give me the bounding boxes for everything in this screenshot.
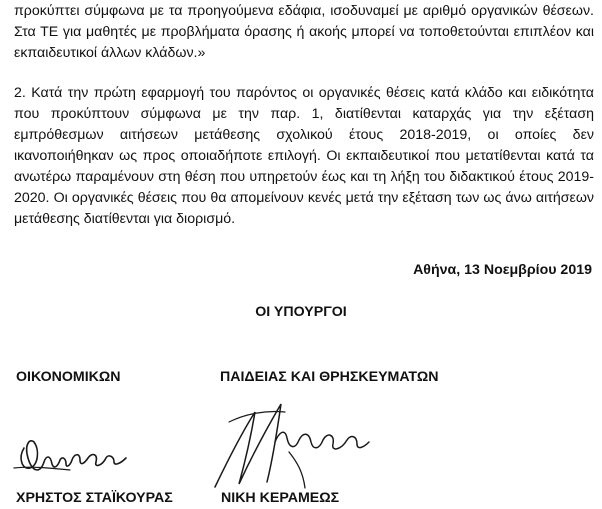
- paragraph-1: [14, 1, 594, 64]
- paragraph-line: ικανοποιήθηκαν ως προς οποιαδήποτε επιλογή. Οι εκπαιδευτικοί που μετατίθενται κατά τα: [14, 148, 594, 164]
- ministers-heading: ΟΙ ΥΠΟΥΡΓΟΙ: [255, 304, 347, 320]
- paragraph-line: 2. Κατά την πρώτη εφαρμογή του παρόντος οι οργανικές θέσεις κατά κλάδο και ειδικότητα: [14, 85, 594, 101]
- document-date: Αθήνα, 13 Νοεμβρίου 2019: [413, 262, 592, 278]
- paragraph-line: μετάθεσης διατίθενται για διορισμό.: [14, 211, 236, 227]
- paragraph-line: προκύπτει σύμφωνα με τα προηγούμενα εδάφια, ισοδυναμεί με αριθμό οργανικών θέσεων.: [14, 3, 594, 19]
- paragraph-line: εμπρόθεσμων αιτήσεων μετάθεσης σχολικού έτους 2018-2019, οι οποίες δεν: [14, 127, 594, 143]
- ministry-finance: ΟΙΚΟΝΟΜΙΚΩΝ: [16, 369, 121, 385]
- paragraph-line: εκπαιδευτικοί άλλων κλάδων.»: [14, 45, 206, 61]
- signatory-name-education: ΝΙΚΗ ΚΕΡΑΜΕΩΣ: [221, 490, 340, 506]
- signature-kerameos: [205, 392, 375, 492]
- paragraph-line: ανωτέρω παραμένουν στη θέση που υπηρετούν έως και τη λήξη του διδακτικού έτους 2019-: [14, 169, 594, 185]
- signature-staikouras: [10, 428, 140, 483]
- ministry-education: ΠΑΙΔΕΙΑΣ ΚΑΙ ΘΡΗΣΚΕΥΜΑΤΩΝ: [220, 369, 439, 385]
- signatory-name-finance: ΧΡΗΣΤΟΣ ΣΤΑΪΚΟΥΡΑΣ: [16, 490, 173, 506]
- paragraph-line: 2020. Οι οργανικές θέσεις που θα απομείνουν κενές μετά την εξέταση των ως άνω αιτήσεων: [14, 190, 594, 206]
- paragraph-line: που προκύπτουν σύμφωνα με την παρ. 1, διατίθενται καταρχάς για την εξέταση: [14, 106, 594, 122]
- paragraph-2: [14, 83, 594, 230]
- paragraph-line: Στα ΤΕ για μαθητές με προβλήματα όρασης ή ακοής μπορεί να τοποθετούνται επιπλέον και: [14, 24, 594, 40]
